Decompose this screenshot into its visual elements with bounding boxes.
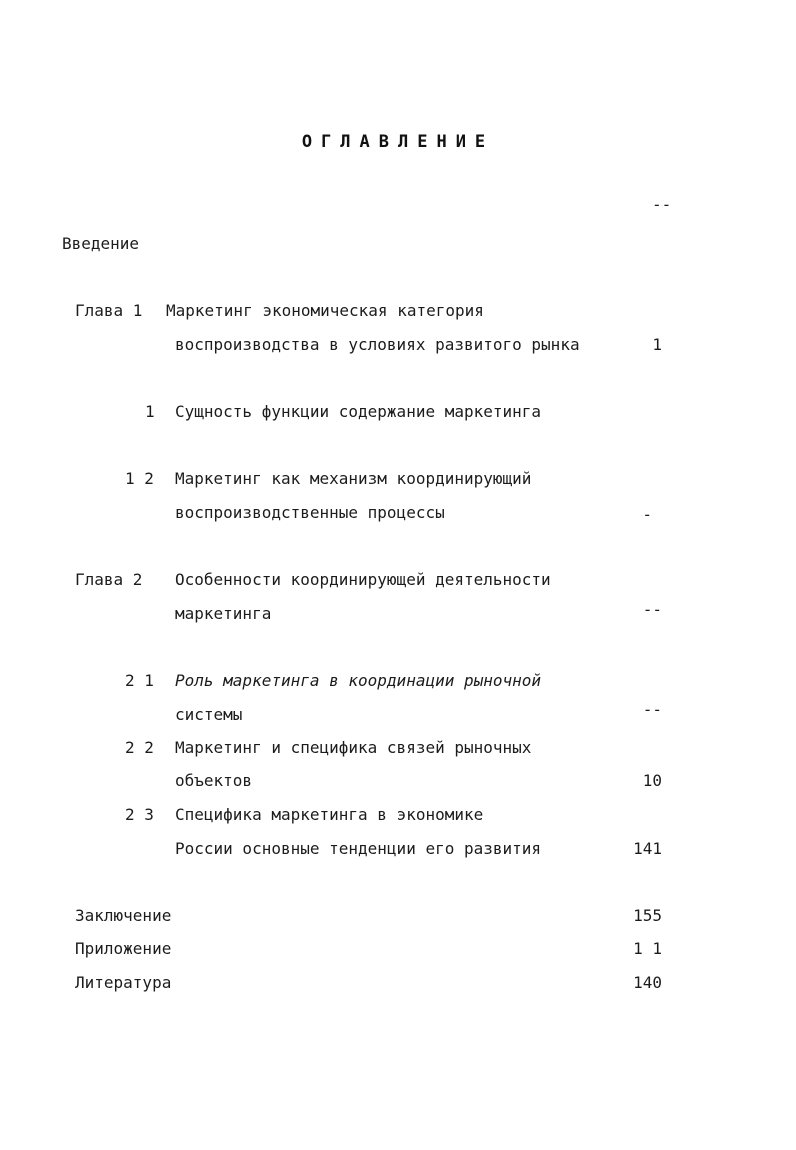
toc-prefix: 2 3 [125,805,154,824]
toc-prefix: 1 2 [125,469,154,488]
back-matter-page: 155 [633,906,662,925]
back-matter-label: Заключение [75,906,172,925]
toc-title-line2: системы [175,705,243,724]
toc-prefix: 2 2 [125,738,154,757]
toc-title-line1: Маркетинг и специфика связей рыночных [175,738,532,757]
toc-prefix: 1 [145,402,155,421]
toc-prefix: Глава 1 [75,301,143,320]
toc-page-number: 141 [633,839,662,858]
toc-title-line1: Особенности координирующей деятельности [175,570,551,589]
toc-page-number: -- [642,700,662,719]
toc-title-line2: воспроизводства в условиях развитого рынка [175,335,580,354]
toc-title-line2: России основные тенденции его развития [175,839,542,858]
toc-page-number: -- [642,600,662,619]
toc-page-number: - [642,505,652,524]
toc-prefix: Глава 2 [75,570,143,589]
toc-title-line1: Роль маркетинга в координации рыночной [175,671,542,690]
toc-title-line1: Специфика маркетинга в экономике [175,805,484,824]
back-matter-page: 1 1 [633,939,662,958]
top-mark: -- [652,195,672,214]
toc-title-line1: Маркетинг экономическая категория [166,301,484,320]
back-matter-page: 140 [633,973,662,992]
page-title: ОГЛАВЛЕНИЕ [301,132,495,152]
toc-title-line2: маркетинга [175,604,272,623]
toc-title-line1: Сущность функции содержание маркетинга [175,402,542,421]
back-matter-label: Приложение [75,939,172,958]
toc-prefix: 2 1 [125,671,154,690]
intro-label: Введение [62,234,140,253]
toc-title-line2: объектов [175,771,253,790]
back-matter-label: Литература [75,973,172,992]
toc-title-line1: Маркетинг как механизм координирующий [175,469,532,488]
toc-page-number: 10 [642,771,662,790]
toc-page-number: 1 [652,335,662,354]
toc-title-line2: воспроизводственные процессы [175,503,445,522]
